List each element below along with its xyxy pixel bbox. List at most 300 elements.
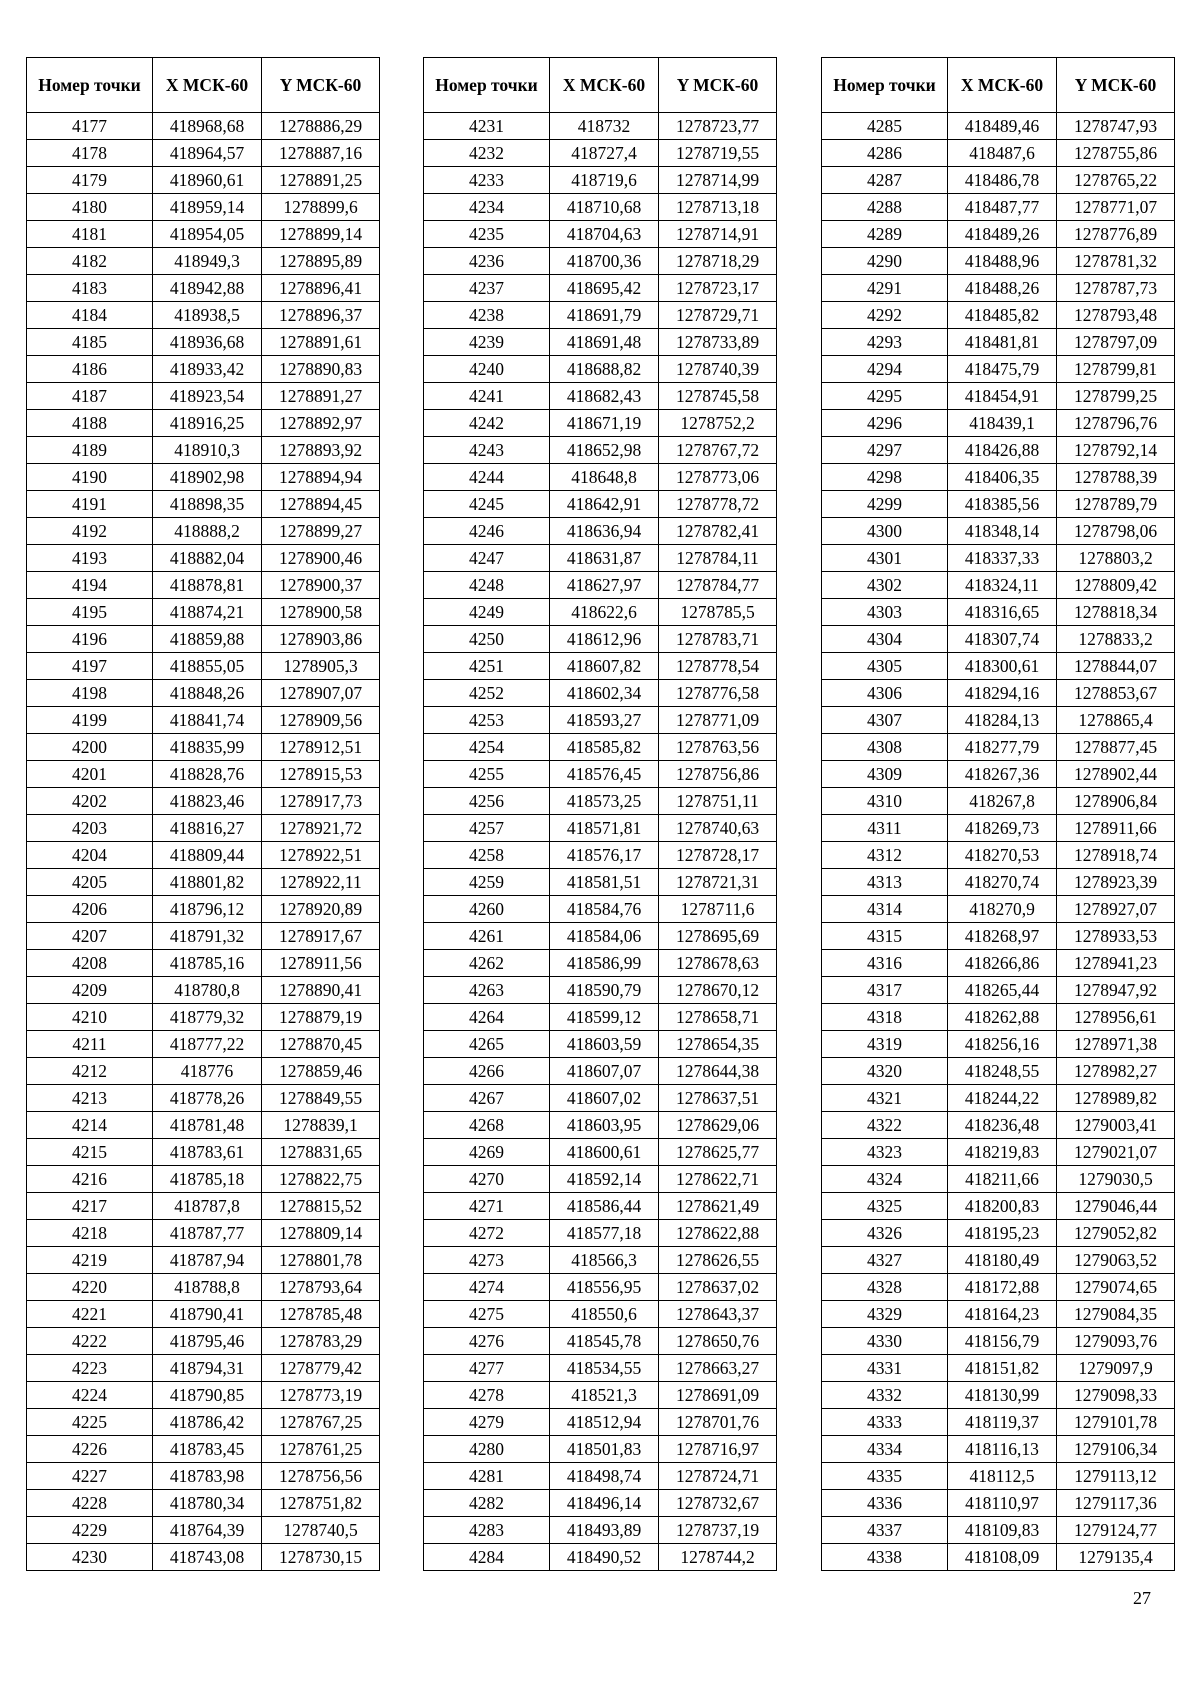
cell-y-coordinate: 1278922,11 bbox=[262, 869, 380, 896]
cell-x-coordinate: 418284,13 bbox=[948, 707, 1057, 734]
cell-y-coordinate: 1278724,71 bbox=[659, 1463, 777, 1490]
table-row bbox=[424, 680, 777, 707]
cell-y-coordinate: 1278900,58 bbox=[262, 599, 380, 626]
table-row bbox=[822, 734, 1175, 761]
cell-point-number: 4186 bbox=[27, 356, 153, 383]
table-row bbox=[822, 923, 1175, 950]
cell-x-coordinate: 418809,44 bbox=[153, 842, 262, 869]
cell-x-coordinate: 418603,95 bbox=[550, 1112, 659, 1139]
cell-y-coordinate: 1278833,2 bbox=[1057, 626, 1175, 653]
cell-y-coordinate: 1278713,18 bbox=[659, 194, 777, 221]
cell-x-coordinate: 418108,09 bbox=[948, 1544, 1057, 1571]
cell-y-coordinate: 1279135,4 bbox=[1057, 1544, 1175, 1571]
cell-point-number: 4272 bbox=[424, 1220, 550, 1247]
cell-x-coordinate: 418600,61 bbox=[550, 1139, 659, 1166]
cell-x-coordinate: 418486,78 bbox=[948, 167, 1057, 194]
cell-x-coordinate: 418164,23 bbox=[948, 1301, 1057, 1328]
table-row bbox=[27, 1004, 380, 1031]
cell-x-coordinate: 418590,79 bbox=[550, 977, 659, 1004]
cell-x-coordinate: 418695,42 bbox=[550, 275, 659, 302]
cell-y-coordinate: 1278839,1 bbox=[262, 1112, 380, 1139]
cell-y-coordinate: 1278788,39 bbox=[1057, 464, 1175, 491]
table-row bbox=[424, 113, 777, 140]
cell-y-coordinate: 1278933,53 bbox=[1057, 923, 1175, 950]
cell-x-coordinate: 418270,9 bbox=[948, 896, 1057, 923]
table-row bbox=[27, 896, 380, 923]
cell-y-coordinate: 1278744,2 bbox=[659, 1544, 777, 1571]
table-row bbox=[424, 1382, 777, 1409]
cell-point-number: 4216 bbox=[27, 1166, 153, 1193]
cell-x-coordinate: 418586,99 bbox=[550, 950, 659, 977]
cell-point-number: 4290 bbox=[822, 248, 948, 275]
cell-x-coordinate: 418493,89 bbox=[550, 1517, 659, 1544]
cell-x-coordinate: 418110,97 bbox=[948, 1490, 1057, 1517]
cell-point-number: 4267 bbox=[424, 1085, 550, 1112]
cell-y-coordinate: 1278907,07 bbox=[262, 680, 380, 707]
cell-x-coordinate: 418180,49 bbox=[948, 1247, 1057, 1274]
cell-x-coordinate: 418700,36 bbox=[550, 248, 659, 275]
table-row bbox=[27, 680, 380, 707]
cell-y-coordinate: 1279106,34 bbox=[1057, 1436, 1175, 1463]
cell-point-number: 4237 bbox=[424, 275, 550, 302]
cell-x-coordinate: 418710,68 bbox=[550, 194, 659, 221]
cell-x-coordinate: 418764,39 bbox=[153, 1517, 262, 1544]
table-row bbox=[27, 1220, 380, 1247]
cell-x-coordinate: 418426,88 bbox=[948, 437, 1057, 464]
cell-x-coordinate: 418172,88 bbox=[948, 1274, 1057, 1301]
cell-point-number: 4177 bbox=[27, 113, 153, 140]
table-row bbox=[822, 383, 1175, 410]
cell-point-number: 4275 bbox=[424, 1301, 550, 1328]
table-row bbox=[27, 275, 380, 302]
table-row bbox=[27, 464, 380, 491]
cell-point-number: 4336 bbox=[822, 1490, 948, 1517]
table-row bbox=[424, 815, 777, 842]
cell-x-coordinate: 418786,42 bbox=[153, 1409, 262, 1436]
table-row bbox=[822, 680, 1175, 707]
table-row bbox=[424, 923, 777, 950]
table-row bbox=[822, 1436, 1175, 1463]
cell-y-coordinate: 1278894,94 bbox=[262, 464, 380, 491]
table-row bbox=[424, 572, 777, 599]
cell-x-coordinate: 418607,82 bbox=[550, 653, 659, 680]
table-row bbox=[822, 1085, 1175, 1112]
cell-point-number: 4244 bbox=[424, 464, 550, 491]
cell-x-coordinate: 418779,32 bbox=[153, 1004, 262, 1031]
cell-x-coordinate: 418785,18 bbox=[153, 1166, 262, 1193]
cell-y-coordinate: 1278650,76 bbox=[659, 1328, 777, 1355]
cell-point-number: 4180 bbox=[27, 194, 153, 221]
cell-x-coordinate: 418783,45 bbox=[153, 1436, 262, 1463]
table-body bbox=[822, 113, 1175, 1571]
cell-point-number: 4298 bbox=[822, 464, 948, 491]
table-row bbox=[424, 410, 777, 437]
table-row bbox=[27, 221, 380, 248]
table-row bbox=[424, 383, 777, 410]
cell-x-coordinate: 418109,83 bbox=[948, 1517, 1057, 1544]
cell-point-number: 4201 bbox=[27, 761, 153, 788]
cell-x-coordinate: 418406,35 bbox=[948, 464, 1057, 491]
table-row bbox=[822, 194, 1175, 221]
table-row bbox=[424, 1220, 777, 1247]
cell-x-coordinate: 418348,14 bbox=[948, 518, 1057, 545]
cell-point-number: 4248 bbox=[424, 572, 550, 599]
cell-x-coordinate: 418968,68 bbox=[153, 113, 262, 140]
cell-point-number: 4206 bbox=[27, 896, 153, 923]
cell-y-coordinate: 1278906,84 bbox=[1057, 788, 1175, 815]
cell-point-number: 4279 bbox=[424, 1409, 550, 1436]
cell-x-coordinate: 418783,98 bbox=[153, 1463, 262, 1490]
cell-x-coordinate: 418586,44 bbox=[550, 1193, 659, 1220]
cell-point-number: 4307 bbox=[822, 707, 948, 734]
table-row bbox=[822, 788, 1175, 815]
cell-x-coordinate: 418719,6 bbox=[550, 167, 659, 194]
cell-x-coordinate: 418512,94 bbox=[550, 1409, 659, 1436]
cell-point-number: 4335 bbox=[822, 1463, 948, 1490]
table-row bbox=[27, 1139, 380, 1166]
table-row bbox=[424, 869, 777, 896]
page-number: 27 bbox=[1133, 1588, 1151, 1608]
cell-x-coordinate: 418648,8 bbox=[550, 464, 659, 491]
cell-x-coordinate: 418487,77 bbox=[948, 194, 1057, 221]
cell-point-number: 4322 bbox=[822, 1112, 948, 1139]
cell-point-number: 4329 bbox=[822, 1301, 948, 1328]
header-x-coordinate: X МСК-60 bbox=[153, 58, 262, 113]
cell-y-coordinate: 1278844,07 bbox=[1057, 653, 1175, 680]
cell-y-coordinate: 1278891,61 bbox=[262, 329, 380, 356]
cell-point-number: 4291 bbox=[822, 275, 948, 302]
cell-y-coordinate: 1278879,19 bbox=[262, 1004, 380, 1031]
cell-y-coordinate: 1278785,48 bbox=[262, 1301, 380, 1328]
cell-y-coordinate: 1278643,37 bbox=[659, 1301, 777, 1328]
table-row bbox=[424, 275, 777, 302]
cell-point-number: 4184 bbox=[27, 302, 153, 329]
cell-x-coordinate: 418777,22 bbox=[153, 1031, 262, 1058]
cell-x-coordinate: 418581,51 bbox=[550, 869, 659, 896]
cell-point-number: 4300 bbox=[822, 518, 948, 545]
cell-x-coordinate: 418265,44 bbox=[948, 977, 1057, 1004]
cell-y-coordinate: 1278622,71 bbox=[659, 1166, 777, 1193]
cell-y-coordinate: 1278849,55 bbox=[262, 1085, 380, 1112]
cell-point-number: 4213 bbox=[27, 1085, 153, 1112]
table-row bbox=[424, 140, 777, 167]
table-row bbox=[822, 869, 1175, 896]
cell-x-coordinate: 418277,79 bbox=[948, 734, 1057, 761]
cell-point-number: 4299 bbox=[822, 491, 948, 518]
cell-point-number: 4185 bbox=[27, 329, 153, 356]
cell-x-coordinate: 418959,14 bbox=[153, 194, 262, 221]
cell-x-coordinate: 418256,16 bbox=[948, 1031, 1057, 1058]
cell-point-number: 4203 bbox=[27, 815, 153, 842]
cell-y-coordinate: 1278886,29 bbox=[262, 113, 380, 140]
cell-point-number: 4235 bbox=[424, 221, 550, 248]
table-row bbox=[424, 1247, 777, 1274]
cell-y-coordinate: 1278773,19 bbox=[262, 1382, 380, 1409]
cell-point-number: 4292 bbox=[822, 302, 948, 329]
cell-point-number: 4321 bbox=[822, 1085, 948, 1112]
cell-x-coordinate: 418116,13 bbox=[948, 1436, 1057, 1463]
cell-y-coordinate: 1278765,22 bbox=[1057, 167, 1175, 194]
cell-y-coordinate: 1278793,48 bbox=[1057, 302, 1175, 329]
cell-x-coordinate: 418691,48 bbox=[550, 329, 659, 356]
cell-x-coordinate: 418498,74 bbox=[550, 1463, 659, 1490]
cell-x-coordinate: 418268,97 bbox=[948, 923, 1057, 950]
cell-x-coordinate: 418916,25 bbox=[153, 410, 262, 437]
cell-y-coordinate: 1278798,06 bbox=[1057, 518, 1175, 545]
table-row bbox=[27, 1382, 380, 1409]
cell-point-number: 4222 bbox=[27, 1328, 153, 1355]
cell-y-coordinate: 1278773,06 bbox=[659, 464, 777, 491]
cell-y-coordinate: 1278982,27 bbox=[1057, 1058, 1175, 1085]
table-row bbox=[424, 707, 777, 734]
cell-x-coordinate: 418923,54 bbox=[153, 383, 262, 410]
table-row bbox=[424, 626, 777, 653]
table-row bbox=[27, 626, 380, 653]
cell-x-coordinate: 418200,83 bbox=[948, 1193, 1057, 1220]
cell-x-coordinate: 418130,99 bbox=[948, 1382, 1057, 1409]
cell-y-coordinate: 1278893,92 bbox=[262, 437, 380, 464]
cell-y-coordinate: 1278751,11 bbox=[659, 788, 777, 815]
cell-point-number: 4261 bbox=[424, 923, 550, 950]
cell-point-number: 4276 bbox=[424, 1328, 550, 1355]
cell-point-number: 4264 bbox=[424, 1004, 550, 1031]
table-row bbox=[822, 1004, 1175, 1031]
table-row bbox=[27, 1436, 380, 1463]
cell-x-coordinate: 418585,82 bbox=[550, 734, 659, 761]
cell-point-number: 4226 bbox=[27, 1436, 153, 1463]
cell-point-number: 4294 bbox=[822, 356, 948, 383]
cell-y-coordinate: 1279003,41 bbox=[1057, 1112, 1175, 1139]
table-body bbox=[424, 113, 777, 1571]
cell-point-number: 4210 bbox=[27, 1004, 153, 1031]
table-row bbox=[27, 653, 380, 680]
cell-x-coordinate: 418195,23 bbox=[948, 1220, 1057, 1247]
cell-y-coordinate: 1278920,89 bbox=[262, 896, 380, 923]
cell-y-coordinate: 1278663,27 bbox=[659, 1355, 777, 1382]
cell-point-number: 4293 bbox=[822, 329, 948, 356]
cell-point-number: 4271 bbox=[424, 1193, 550, 1220]
table-row bbox=[822, 842, 1175, 869]
cell-x-coordinate: 418795,46 bbox=[153, 1328, 262, 1355]
cell-y-coordinate: 1278787,73 bbox=[1057, 275, 1175, 302]
table-row bbox=[27, 788, 380, 815]
cell-y-coordinate: 1278637,02 bbox=[659, 1274, 777, 1301]
cell-x-coordinate: 418652,98 bbox=[550, 437, 659, 464]
table-row bbox=[822, 626, 1175, 653]
table-header-row bbox=[822, 58, 1175, 113]
cell-y-coordinate: 1278784,11 bbox=[659, 545, 777, 572]
cell-point-number: 4239 bbox=[424, 329, 550, 356]
cell-x-coordinate: 418337,33 bbox=[948, 545, 1057, 572]
table-row bbox=[27, 977, 380, 1004]
cell-y-coordinate: 1278733,89 bbox=[659, 329, 777, 356]
cell-point-number: 4266 bbox=[424, 1058, 550, 1085]
header-x-coordinate: X МСК-60 bbox=[550, 58, 659, 113]
table-row bbox=[27, 1247, 380, 1274]
cell-y-coordinate: 1278625,77 bbox=[659, 1139, 777, 1166]
cell-x-coordinate: 418475,79 bbox=[948, 356, 1057, 383]
cell-y-coordinate: 1278783,29 bbox=[262, 1328, 380, 1355]
cell-point-number: 4301 bbox=[822, 545, 948, 572]
cell-y-coordinate: 1278859,46 bbox=[262, 1058, 380, 1085]
cell-y-coordinate: 1278793,64 bbox=[262, 1274, 380, 1301]
cell-x-coordinate: 418790,85 bbox=[153, 1382, 262, 1409]
cell-x-coordinate: 418781,48 bbox=[153, 1112, 262, 1139]
cell-y-coordinate: 1278779,42 bbox=[262, 1355, 380, 1382]
cell-x-coordinate: 418790,41 bbox=[153, 1301, 262, 1328]
cell-x-coordinate: 418898,35 bbox=[153, 491, 262, 518]
cell-point-number: 4193 bbox=[27, 545, 153, 572]
cell-point-number: 4273 bbox=[424, 1247, 550, 1274]
cell-x-coordinate: 418454,91 bbox=[948, 383, 1057, 410]
cell-y-coordinate: 1278785,5 bbox=[659, 599, 777, 626]
cell-point-number: 4181 bbox=[27, 221, 153, 248]
cell-x-coordinate: 418577,18 bbox=[550, 1220, 659, 1247]
cell-point-number: 4255 bbox=[424, 761, 550, 788]
cell-x-coordinate: 418576,45 bbox=[550, 761, 659, 788]
table-row bbox=[424, 1058, 777, 1085]
cell-y-coordinate: 1278801,78 bbox=[262, 1247, 380, 1274]
table-row bbox=[424, 491, 777, 518]
cell-y-coordinate: 1278740,39 bbox=[659, 356, 777, 383]
cell-y-coordinate: 1278783,71 bbox=[659, 626, 777, 653]
cell-point-number: 4296 bbox=[822, 410, 948, 437]
cell-y-coordinate: 1278711,6 bbox=[659, 896, 777, 923]
cell-point-number: 4240 bbox=[424, 356, 550, 383]
table-row bbox=[424, 518, 777, 545]
cell-x-coordinate: 418783,61 bbox=[153, 1139, 262, 1166]
cell-point-number: 4192 bbox=[27, 518, 153, 545]
cell-y-coordinate: 1278637,51 bbox=[659, 1085, 777, 1112]
table-row bbox=[822, 707, 1175, 734]
cell-y-coordinate: 1278789,79 bbox=[1057, 491, 1175, 518]
cell-point-number: 4312 bbox=[822, 842, 948, 869]
cell-point-number: 4263 bbox=[424, 977, 550, 1004]
cell-point-number: 4315 bbox=[822, 923, 948, 950]
cell-y-coordinate: 1278761,25 bbox=[262, 1436, 380, 1463]
cell-x-coordinate: 418593,27 bbox=[550, 707, 659, 734]
cell-point-number: 4281 bbox=[424, 1463, 550, 1490]
table-row bbox=[822, 545, 1175, 572]
table-row bbox=[822, 1382, 1175, 1409]
table-row bbox=[27, 1490, 380, 1517]
cell-x-coordinate: 418248,55 bbox=[948, 1058, 1057, 1085]
cell-point-number: 4289 bbox=[822, 221, 948, 248]
cell-point-number: 4332 bbox=[822, 1382, 948, 1409]
cell-x-coordinate: 418960,61 bbox=[153, 167, 262, 194]
table-row bbox=[424, 1031, 777, 1058]
cell-y-coordinate: 1279052,82 bbox=[1057, 1220, 1175, 1247]
cell-point-number: 4288 bbox=[822, 194, 948, 221]
cell-y-coordinate: 1278899,14 bbox=[262, 221, 380, 248]
cell-y-coordinate: 1278900,37 bbox=[262, 572, 380, 599]
cell-x-coordinate: 418584,06 bbox=[550, 923, 659, 950]
cell-y-coordinate: 1278767,25 bbox=[262, 1409, 380, 1436]
table-row bbox=[424, 194, 777, 221]
table-row bbox=[822, 653, 1175, 680]
cell-point-number: 4320 bbox=[822, 1058, 948, 1085]
cell-x-coordinate: 418267,36 bbox=[948, 761, 1057, 788]
cell-x-coordinate: 418316,65 bbox=[948, 599, 1057, 626]
cell-x-coordinate: 418778,26 bbox=[153, 1085, 262, 1112]
table-row bbox=[27, 1409, 380, 1436]
cell-point-number: 4204 bbox=[27, 842, 153, 869]
cell-point-number: 4197 bbox=[27, 653, 153, 680]
cell-point-number: 4228 bbox=[27, 1490, 153, 1517]
cell-x-coordinate: 418602,34 bbox=[550, 680, 659, 707]
cell-x-coordinate: 418488,26 bbox=[948, 275, 1057, 302]
cell-point-number: 4285 bbox=[822, 113, 948, 140]
cell-x-coordinate: 418576,17 bbox=[550, 842, 659, 869]
cell-point-number: 4250 bbox=[424, 626, 550, 653]
cell-x-coordinate: 418550,6 bbox=[550, 1301, 659, 1328]
table-row bbox=[27, 140, 380, 167]
table-row bbox=[424, 1139, 777, 1166]
cell-x-coordinate: 418910,3 bbox=[153, 437, 262, 464]
cell-point-number: 4251 bbox=[424, 653, 550, 680]
header-point-number: Номер точки bbox=[822, 58, 948, 113]
cell-x-coordinate: 418780,8 bbox=[153, 977, 262, 1004]
cell-point-number: 4219 bbox=[27, 1247, 153, 1274]
table-row bbox=[27, 113, 380, 140]
cell-x-coordinate: 418828,76 bbox=[153, 761, 262, 788]
table-row bbox=[822, 815, 1175, 842]
table-row bbox=[822, 275, 1175, 302]
cell-y-coordinate: 1278670,12 bbox=[659, 977, 777, 1004]
cell-x-coordinate: 418573,25 bbox=[550, 788, 659, 815]
header-y-coordinate: Y МСК-60 bbox=[659, 58, 777, 113]
table-row bbox=[822, 167, 1175, 194]
table-row bbox=[424, 167, 777, 194]
cell-x-coordinate: 418682,43 bbox=[550, 383, 659, 410]
cell-x-coordinate: 418534,55 bbox=[550, 1355, 659, 1382]
cell-y-coordinate: 1279063,52 bbox=[1057, 1247, 1175, 1274]
cell-x-coordinate: 418485,82 bbox=[948, 302, 1057, 329]
cell-x-coordinate: 418112,5 bbox=[948, 1463, 1057, 1490]
cell-x-coordinate: 418791,32 bbox=[153, 923, 262, 950]
cell-point-number: 4236 bbox=[424, 248, 550, 275]
cell-x-coordinate: 418211,66 bbox=[948, 1166, 1057, 1193]
table-row bbox=[27, 329, 380, 356]
cell-y-coordinate: 1278894,45 bbox=[262, 491, 380, 518]
cell-x-coordinate: 418787,8 bbox=[153, 1193, 262, 1220]
table-row bbox=[27, 1031, 380, 1058]
table-row bbox=[424, 896, 777, 923]
cell-x-coordinate: 418743,08 bbox=[153, 1544, 262, 1571]
cell-y-coordinate: 1278695,69 bbox=[659, 923, 777, 950]
cell-point-number: 4319 bbox=[822, 1031, 948, 1058]
cell-point-number: 4208 bbox=[27, 950, 153, 977]
cell-point-number: 4243 bbox=[424, 437, 550, 464]
cell-point-number: 4286 bbox=[822, 140, 948, 167]
cell-y-coordinate: 1278917,67 bbox=[262, 923, 380, 950]
cell-y-coordinate: 1278927,07 bbox=[1057, 896, 1175, 923]
cell-x-coordinate: 418592,14 bbox=[550, 1166, 659, 1193]
cell-point-number: 4331 bbox=[822, 1355, 948, 1382]
cell-y-coordinate: 1278956,61 bbox=[1057, 1004, 1175, 1031]
table-row bbox=[27, 167, 380, 194]
cell-y-coordinate: 1279113,12 bbox=[1057, 1463, 1175, 1490]
table-row bbox=[424, 1004, 777, 1031]
cell-y-coordinate: 1278911,56 bbox=[262, 950, 380, 977]
cell-point-number: 4205 bbox=[27, 869, 153, 896]
cell-x-coordinate: 418489,26 bbox=[948, 221, 1057, 248]
cell-x-coordinate: 418942,88 bbox=[153, 275, 262, 302]
cell-x-coordinate: 418636,94 bbox=[550, 518, 659, 545]
cell-y-coordinate: 1278831,65 bbox=[262, 1139, 380, 1166]
table-row bbox=[27, 842, 380, 869]
cell-x-coordinate: 418801,82 bbox=[153, 869, 262, 896]
